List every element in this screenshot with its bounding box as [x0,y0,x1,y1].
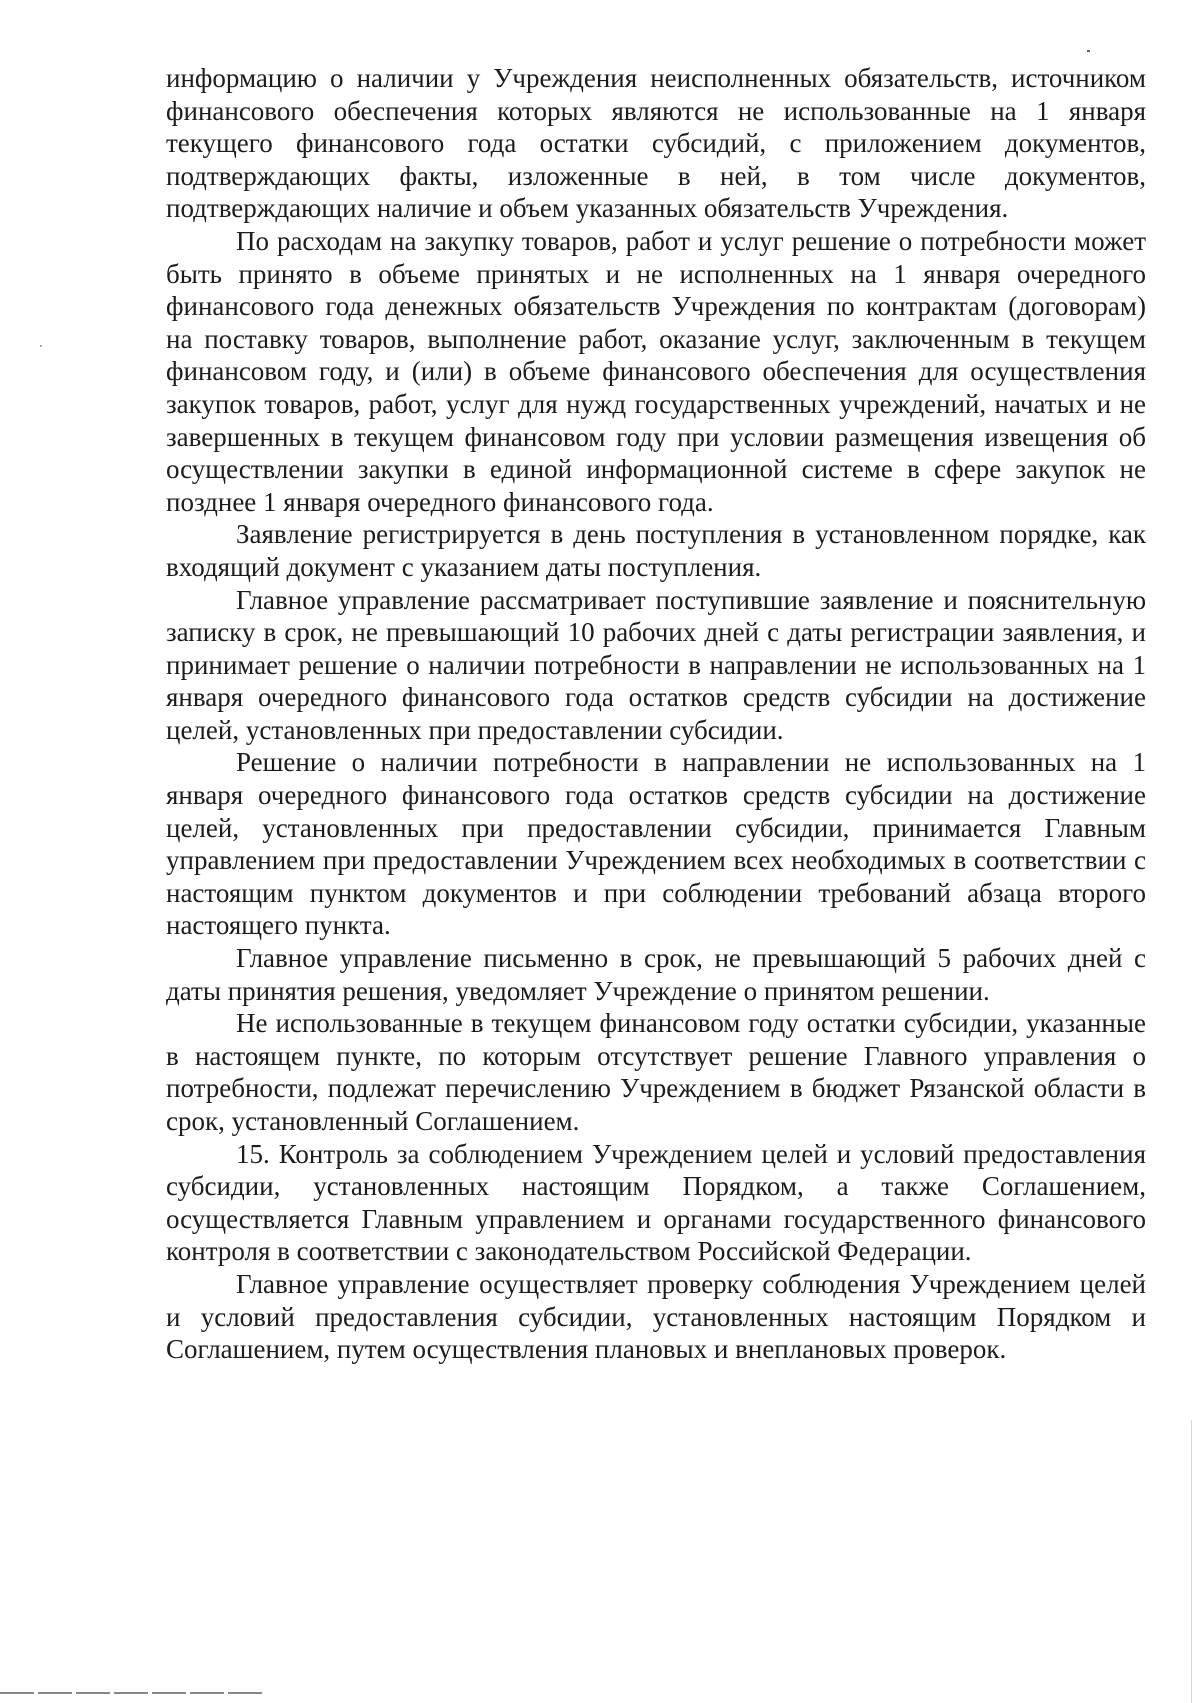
paragraph-control-item-15: 15. Контроль за соблюдением Учреждением целей и условий предоставления субсидии, установленных настоящим Порядком, а также Соглашением, осуществляется Главным управлением и органами государственного финансового контроля в соответствии с законодательством Российской Федерации. [166,1138,1146,1267]
paragraph-decision-conditions: Решение о наличии потребности в направлении не использованных на 1 января очередного финансового года остатков средств субсидии на достижение целей, установленных при предоставлении субсидии, принимается Главным управлением при предоставлении Учреждением всех необходимых в соответствии с настоящим пунктом документов и при соблюдении требований абзаца второго настоящего пункта. [166,747,1146,941]
paragraph-notification: Главное управление письменно в срок, не превышающий 5 рабочих дней с даты принятия решения, уведомляет Учреждение о принятом решении. [166,943,1146,1006]
paragraph-procurement-expenses: По расходам на закупку товаров, работ и услуг решение о потребности может быть принято в объеме принятых и не исполненных на 1 января очередного финансового года денежных обязательств Учреждения по контрактам (договорам) на поставку товаров, выполнение работ, оказание услуг, заключенным в текущем финансовом году, и (или) в объеме финансового обеспечения для осуществления закупок товаров, работ, услуг для нужд государственных учреждений, начатых и не завершенных в текущем финансовом году при условии размещения извещения об осуществлении закупки в единой информационной системе в сфере закупок не позднее 1 января очередного финансового года. [166,225,1146,517]
document-body [166,62,1146,1366]
paragraph-unused-balances: Не использованные в текущем финансовом году остатки субсидии, указанные в настоящем пункте, по которым отсутствует решение Главного управления о потребности, подлежат перечислению Учреждением в бюджет Рязанской области в срок, установленный Соглашением. [166,1008,1146,1136]
scan-edge-line [1191,1420,1192,1703]
scan-speck [1087,50,1090,52]
scan-bottom-line [0,1692,262,1694]
paragraph-continuation: информацию о наличии у Учреждения неисполненных обязательств, источником финансового обеспечения которых являются не использованные на 1 января текущего финансового года остатки субсидий, с приложением документов, подтверждающих факты, изложенные в ней, в том числе документов, подтверждающих наличие и объем указанных обязательств Учреждения. [166,63,1146,224]
paragraph-application-registration: Заявление регистрируется в день поступления в установленном порядке, как входящий документ с указанием даты поступления. [166,519,1146,582]
scan-speck [40,345,42,347]
paragraph-inspections: Главное управление осуществляет проверку соблюдения Учреждением целей и условий предоставления субсидии, установленных настоящим Порядком и Соглашением, путем осуществления плановых и внеплановых проверок. [166,1268,1146,1365]
paragraph-review-term: Главное управление рассматривает поступившие заявление и пояснительную записку в срок, не превышающий 10 рабочих дней с даты регистрации заявления, и принимает решение о наличии потребности в направлении не использованных на 1 января очередного финансового года остатков средств субсидии на достижение целей, установленных при предоставлении субсидии. [166,584,1146,745]
